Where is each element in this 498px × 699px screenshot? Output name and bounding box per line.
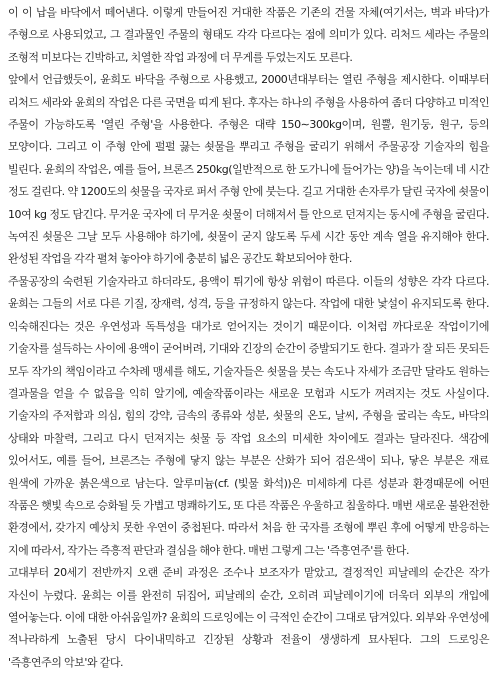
paragraph-open-mold: 앞에서 언급했듯이, 윤희도 바닥을 주형으로 사용했고, 2000년대부터는 열린 주형을 제시한다. 이때부터 리처드 세라와 윤희의 작업은 다른 국면을 띠게 된다. 후자는 하나의 주형을 사용하여 좀더 다양하고 미적인 주물이 가능하도록 '열린 주형'을 사용한다. 주형은 대략 150∼300kg이며, 원뿔, 원기둥, 원구, 등의 모양이다. 그리고 이 주형 안에 펄펄 끓는 쇳물을 뿌리고 주형을 굴리기 위해서 주물공장 기술자의 힘을 빌린다. 윤희의 작업은, 예를 들어, 브론즈 250kg(일반적으로 한 도가니에 들어가는 양)을 녹이는데 네 시간 정도 걸린다. 약 1200도의 쇳물을 국자로 퍼서 주형 안에 붓는다. 길고 거대한 손자루가 달린 국자에 쇳물이 10여 kg 정도 담긴다. 무거운 국자에 더 무거운 쇳물이 더해져서 틀 안으로 던져지는 동시에 주형을 굴린다. 녹여진 쇳물은 그날 모두 사용해야 하기에, 쇳물이 굳지 않도록 두세 시간 동안 계속 열을 유지해야 한다. 완성된 작업을 각각 펼쳐 놓아야 하기에 충분히 넓은 공간도 확보되어야 한다. — [8, 73, 489, 266]
paragraph-continuation: 이 이 납을 바닥에서 떼어낸다. 이렇게 만들어진 거대한 작품은 기존의 건물 자체(여기서는, 벽과 바닥)가 주형으로 사용되었고, 그 결과물인 주물의 형태도 각각 다르다는 점에 의미가 있다. 리처드 세라는 주물의 조형적 미보다는 긴박하고, 치열한 작업 과정에 더 무게를 두었는지도 모른다. — [8, 6, 489, 64]
paragraph-foundry-technicians: 주물공장의 숙련된 기술자라고 하더라도, 용액이 튀기에 항상 위험이 따른다. 이들의 성향은 각각 다르다. 윤희는 그들의 서로 다른 기질, 장재력, 성격, 등을 규정하지 않는다. 작업에 대한 낯설이 유지되도록 한다. 익숙해진다는 것은 우연성과 독특성을 대가로 얻어지는 것이기 때문이다. 이처럼 까다로운 작업이기에 기술자를 설득하는 사이에 용액이 굳어버려, 기대와 긴장의 순간이 증발되기도 한다. 결과가 잘 되든 못되든 모두 작가의 책임이라고 수차례 맹세를 해도, 기술자들은 쇳물을 붓는 속도나 자세가 조금만 달라도 원하는 결과물을 얻을 수 없음을 익히 알기에, 예술작품이라는 새로운 모험과 시도가 꺼려지는 것도 사실이다. 기술자의 주저함과 의심, 힘의 강약, 금속의 종류와 성분, 쇳물의 온도, 날씨, 주형을 굴리는 속도, 바닥의 상태와 마찰력, 그리고 다시 던져지는 쇳물 등 작업 요소의 미세한 차이에도 결과는 달라진다. 색감에 있어서도, 예를 들어, 브론즈는 주형에 닿지 않는 부분은 산화가 되어 검은색이 되나, 닿은 부분은 재료 원색에 가까운 붉은색으로 남는다. 알루미늄(cf. (빛물 화석))은 미세하게 다른 성분과 환경때문에 어떤 작품은 햇빛 속으로 승화될 듯 가볍고 명쾌하기도, 또 다른 작품은 우울하고 침울하다. 매번 새로운 불완전한 환경에서, 갖가지 예상치 못한 우연이 중첩된다. 따라서 처음 한 국자를 조형에 뿌린 후에 어떻게 반응하는 지에 따라서, 작가는 즉흥적 판단과 결심을 해야 한다. 매번 그렇게 그는 '즉흥연주'를 한다. — [8, 274, 489, 557]
paragraph-finale: 고대부터 20세기 전반까지 오랜 준비 과정은 조수나 보조자가 맡았고, 결정적인 피날레의 순간은 작가 자신이 누렸다. 윤희는 이를 완전히 뒤집어, 피날레의 순간, 오히려 피날레이기에 더욱더 외부의 개입에 열어놓는다. 이에 대한 아쉬움일까? 윤희의 드로잉에는 이 극적인 순간이 그대로 담겨있다. 외부와 우연성에 적나라하게 노출된 당시 다이내믹하고 긴장된 상황과 전율이 생생하게 묘사된다. 그의 드로잉은 '즉흥연주의 악보'와 같다. — [8, 566, 489, 669]
